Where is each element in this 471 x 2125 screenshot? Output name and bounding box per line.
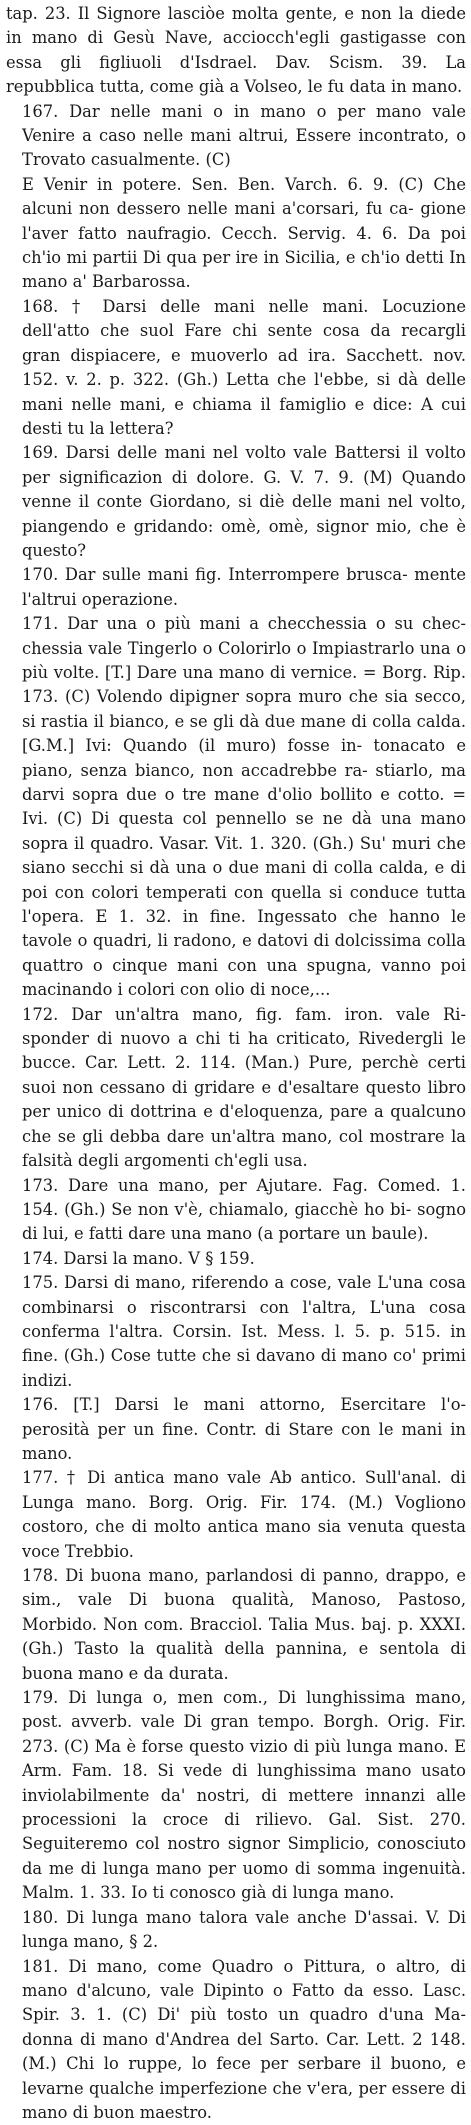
- entry-168: 168. † Darsi delle mani nelle mani. Locuzione dell'atto che suol Fare chi sente cosa da recargli gran dispiacere, e muoverlo ad ira. Sacchett. nov. 152. v. 2. p. 322. (Gh.) Letta che l'ebbe, si dà delle mani nelle mani, e chiama il famiglio e dice: A cui desti tu la lettera?: [6, 295, 466, 441]
- entry-continuation: tap. 23. Il Signore lasciòe molta gente, e non la diede in mano di Gesù Nave, acciocch'egli gastigasse con essa gli figliuoli d'Isdrael. Dav. Scism. 39. La repubblica tutta, come già a Volseo, le fu data in mano.: [6, 2, 466, 100]
- entry-167: 167. Dar nelle mani o in mano o per mano vale Venire a caso nelle mani altrui, Essere incontrato, o Trovato casualmente. (C): [6, 100, 466, 173]
- entry-170: 170. Dar sulle mani fig. Interrompere brusca- mente l'altrui operazione.: [6, 563, 466, 612]
- entry-174: 174. Darsi la mano. V § 159.: [6, 1247, 466, 1271]
- entry-180: 180. Di lunga mano talora vale anche D'assai. V. Di lunga mano, § 2.: [6, 1906, 466, 1955]
- entry-172: 172. Dar un'altra mano, fig. fam. iron. vale Ri- sponder di nuovo a chi ti ha criticato, Rivedergli le bucce. Car. Lett. 2. 114. (Man.) Pure, perchè certi suoi non cessano di gridare e d'esaltare questo libro per unico di dottrina e d'eloquenza, pare a qualcuno che se gli debba dare un'altra mano, col mostrare la falsità degli argomenti ch'egli usa.: [6, 1003, 466, 1174]
- entry-181: 181. Di mano, come Quadro o Pittura, o altro, di mano d'alcuno, vale Dipinto o Fatto da esso. Lasc. Spir. 3. 1. (C) Di' più tosto un quadro d'una Ma- donna di mano d'Andrea del Sarto. Car. Lett. 2 148. (M.) Chi lo ruppe, lo fece per serbare il buono, e levarne qualche imperfezione che v'era, per essere di mano di buon maestro.: [6, 1955, 466, 2125]
- entry-178: 178. Di buona mano, parlandosi di panno, drappo, e sim., vale Di buona qualità, Manoso, Pastoso, Morbido. Non com. Bracciol. Talia Mus. baj. p. XXXI. (Gh.) Tasto la qualità della pannina, e sentola di buona mano e da durata.: [6, 1564, 466, 1686]
- entry-179: 179. Di lunga o, men com., Di lunghissima mano, post. avverb. vale Di gran tempo. Borgh. Orig. Fir. 273. (C) Ma è forse questo vizio di più lunga mano. E Arm. Fam. 18. Si vede di lunghissima mano usato inviolabilmente da' nostri, di mettere innanzi alle processioni la croce di rilievo. Gal. Sist. 270. Seguiteremo col nostro signor Simplicio, conosciuto da me di lunga mano per uomo di somma ingenuità. Malm. 1. 33. Io ti conosco già di lunga mano.: [6, 1686, 466, 1906]
- entry-175: 175. Darsi di mano, riferendo a cose, vale L'una cosa combinarsi o riscontrarsi con l'altra, L'una cosa conferma l'altra. Corsin. Ist. Mess. l. 5. p. 515. in fine. (Gh.) Cose tutte che si davano di mano co' primi indizi.: [6, 1271, 466, 1393]
- entry-173: 173. Dare una mano, per Ajutare. Fag. Comed. 1. 154. (Gh.) Se non v'è, chiamalo, giacchè ho bi- sogno di lui, e fatti dare una mano (a portare un baule).: [6, 1174, 466, 1247]
- entry-167-sense-2: E Venir in potere. Sen. Ben. Varch. 6. 9. (C) Che alcuni non dessero nelle mani a'corsari, fu ca- gione l'aver fatto naufragio. Cecch. Servig. 4. 6. Da poi ch'io mi partii Di qua per ire in Sicilia, e ch'io detti In mano a' Barbarossa.: [6, 173, 466, 295]
- entry-177: 177. † Di antica mano vale Ab antico. Sull'anal. di Lunga mano. Borg. Orig. Fir. 174. (M.) Vogliono costoro, che di molto antica mano sia venuta questa voce Trebbio.: [6, 1466, 466, 1564]
- entry-176: 176. [T.] Darsi le mani attorno, Esercitare l'o- perosità per un fine. Contr. di Stare con le mani in mano.: [6, 1393, 466, 1466]
- entry-171: 171. Dar una o più mani a checchessia o su chec- chessia vale Tingerlo o Colorirlo o Impiastrarlo una o più volte. [T.] Dare una mano di vernice. = Borg. Rip. 173. (C) Volendo dipigner sopra muro che sia secco, si rastia il bianco, e se gli dà due mane di colla calda. [G.M.] Ivi: Quando (il muro) fosse in- tonacato e piano, senza bianco, non accadrebbe ra- stiarlo, ma darvi sopra due o tre mane d'olio bollito e cotto. = Ivi. (C) Di questa col pennello se ne dà una mano sopra il quadro. Vasar. Vit. 1. 320. (Gh.) Su' muri che siano secchi si dà una o due mani di colla calda, e di poi con colori temperati con quella si conduce tutta l'opera. E 1. 32. in fine. Ingessato che hanno le tavole o quadri, li radono, e datovi di dolcissima colla quattro o cinque mani con una spugna, vanno poi macinando i colori con olio di noce,...: [6, 612, 466, 1003]
- entry-169: 169. Darsi delle mani nel volto vale Battersi il volto per significazion di dolore. G. V. 7. 9. (M) Quando venne il conte Giordano, si diè delle mani nel volto, piangendo e gridando: omè, omè, signor mio, che è questo?: [6, 441, 466, 563]
